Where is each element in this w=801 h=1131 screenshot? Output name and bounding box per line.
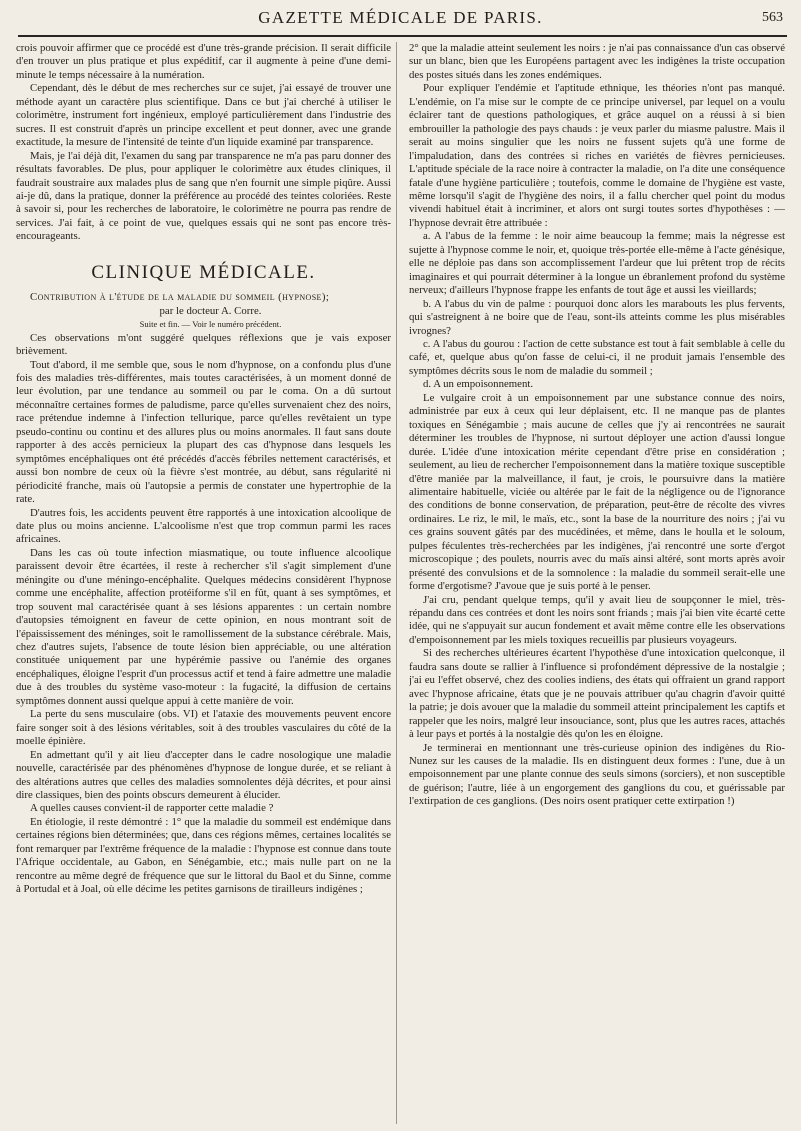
page-header bbox=[0, 2, 801, 36]
body-paragraph: En admettant qu'il y ait lieu d'accepter dans le cadre nosologique une maladie nouvelle, caractérisée par des phénomènes d'hypnose de longue durée, et se reliant à des altérations autres que celles des maladies somnolentes déjà décrites, et pour ainsi dire classiques, bien des points obscurs demeurent à élucider. bbox=[16, 748, 391, 802]
article-title: Contribution à l'étude de la maladie du sommeil (hypnose); bbox=[30, 291, 330, 304]
body-paragraph: En étiologie, il reste démontré : 1° que la maladie du sommeil est endémique dans certaines régions bien déterminées; que, dans ces régions mêmes, certaines localités se font remarquer par l'extrême fréquence de la maladie : l'hypnose est connue dans toute l'Afrique occidentale, au Gabon, en Sénégambie, etc.; mais nulle part on ne la rencontre au même degré de fréquence que sur le littoral du Baol et du Sinne, comme à Portudal et à Joal, où elle décime les petites garnisons de tirailleurs indigènes ; bbox=[16, 815, 391, 896]
intro-paragraph: Mais, je l'ai déjà dit, l'examen du sang par transparence ne m'a pas paru donner des résultats favorables. De plus, pour appliquer le colorimètre aux études cliniques, il faudrait soustraire aux malades plus de sang que n'en fournit une simple piqûre. Aussi ai-je dû, dans la pratique, donner la préférence au procédé des teintes coloriées. Reste à savoir si, pour les recherches de laboratoire, le colorimètre ne pourra pas rendre de services. J'ai fait, à ce point de vue, quelques essais qui ne sont pas encore très-encourageants. bbox=[16, 149, 391, 243]
article-byline: par le docteur A. Corre. bbox=[159, 304, 262, 317]
body-paragraph: Je terminerai en mentionnant une très-curieuse opinion des indigènes du Rio-Nunez sur les causes de la maladie. Ils en distinguent deux formes : l'une, due à un empoisonnement par une plante connue des seuls simons (sorciers), et non susceptible de guérison; l'autre, liée à un engorgement des ganglions du cou, et guérissable par l'extirpation de ces ganglions. (Des noirs osent pratiquer cette extirpation !) bbox=[409, 741, 785, 808]
body-paragraph: A quelles causes convient-il de rapporter cette maladie ? bbox=[30, 802, 274, 815]
body-paragraph: 2° que la maladie atteint seulement les noirs : je n'ai pas connaissance d'un cas observé sur un blanc, bien que les Européens partagent avec les indigènes la triste occupation des postes situés dans les zones endémiques. bbox=[409, 42, 785, 81]
header-rule bbox=[18, 35, 787, 37]
page-number: 563 bbox=[762, 10, 783, 25]
right-column bbox=[409, 42, 785, 1122]
body-paragraph: a. A l'abus de la femme : le noir aime beaucoup la femme; mais la négresse est sujette à l'hypnose comme le noir, et, quoique très-portée elle-même à l'acte génésique, elle ne déploie pas dans son accomplissement l'ardeur que lui prêtent trop de récits imaginaires et qui pourrait déterminer à la longue un ébranlement profond du système nerveux; d'ailleurs l'hypnose frappe les enfants de tout âge et aussi les vieillards; bbox=[409, 230, 785, 297]
body-paragraph: La perte du sens musculaire (obs. VI) et l'ataxie des mouvements peuvent encore faire songer soit à des lésions véritables, soit à des troubles vasculaires du côté de la moelle épinière. bbox=[16, 708, 391, 748]
journal-title: GAZETTE MÉDICALE DE PARIS. bbox=[258, 8, 543, 27]
body-paragraph: Pour expliquer l'endémie et l'aptitude ethnique, les théories n'ont pas manqué. L'endémie, on l'a mise sur le compte de ce principe universel, par lequel on a voulu éclairer tant de questions pathologiques, et grâce auquel on a réussi à si bien embrouiller la pathologie des pays chauds : je veux parler du miasme palustre. Mais il serait au moins singulier que les noirs ne fussent sujets qu'à une forme de l'impaludation, dans des contrées si riches en variétés de fièvres pernicieuses. L'aptitude spéciale de la race noire à contracter la maladie, on l'a dite une conséquence fatale d'une hygiène particulière ; toutefois, comme le domaine de l'hygiène est vaste, même lorsqu'il s'agit de l'hygiène des noirs, il a fallu chercher quel point du modus vivendi habituel était à incriminer, et alors ont surgi toutes sortes d'hypothèses : — l'hypnose devrait être attribuée : bbox=[409, 82, 785, 229]
body-paragraph: Si des recherches ultérieures écartent l'hypothèse d'une intoxication quelconque, il faudra sans doute se rallier à l'influence si profondément dépressive de la nostalgie ; j'ai eu l'effet observé, chez des coolies indiens, des états qui offraient un grand rapport avec l'hypnose africaine, états que je ne pouvais attribuer qu'au chagrin d'avoir quitté la patrie; je dois avouer que la maladie du sommeil atteint principalement les captifs et rappeler que les noirs, malgré leur insouciance, sont, plus que les autres races, attachés à leur pays et portés à la nostalgie dès qu'on les en éloigne. bbox=[409, 647, 785, 741]
body-paragraph: b. A l'abus du vin de palme : pourquoi donc alors les marabouts les plus fervents, qui s'astreignent à ne boire que de l'eau, sont-ils atteints comme les plus misérables ivrognes? bbox=[409, 297, 785, 337]
body-paragraph: Tout d'abord, il me semble que, sous le nom d'hypnose, on a confondu plus d'une fois des maladies très-différentes, mais toutes caractérisées, à un moment donné de leur évolution, par une tendance au sommeil ou par le coma. On a dû surtout méconnaître certaines formes de paludisme, parce qu'elles survenaient chez des noirs, race prétendue indemne à l'infection tellurique, parce qu'elles revêtaient un type pseudo-continu ou continu et des allures plus ou moins anormales. Il faut sans doute rapporter à des accès pernicieux la plupart des cas d'hypnose dans lesquels les symptômes encéphaliques ont été précédés d'accès fébriles nettement caractérisés, et aussi bon nombre de ceux où la fièvre s'est montrée, au début, sans régularité ni périodicité franche, mais où l'autopsie a permis de constater une hypertrophie de la rate. bbox=[16, 358, 391, 506]
continuation-note: Suite et fin. — Voir le numéro précédent. bbox=[139, 319, 282, 330]
section-title: CLINIQUE MÉDICALE. bbox=[91, 261, 316, 283]
left-column bbox=[16, 42, 391, 1122]
body-paragraph: Dans les cas où toute infection miasmatique, ou toute influence alcoolique paraissent devoir être écartées, il reste à rechercher s'il s'agit simplement d'une méningite ou d'une méningo-encéphalite. Quelques médecins considèrent l'hypnose comme une encéphalite, affection protéiforme s'il en fût, quant à ses symptômes, et trop souvent mal caractérisée quant à ses lésions apparentes : un certain nombre d'autopsies témoignent en faveur de cette opinion, en nous montrant soit de l'épaississement des méninges, soit le ramollissement de la substance cérébrale. Mais, chez d'autres sujets, l'absence de toute lésion bien appréciable, ou une altération constituée uniquement par une hypérémie passive ou l'anémie des organes encéphaliques, éloigne l'esprit d'un processus actif et tend à faire admettre une maladie due à des troubles du système vaso-moteur : la fugacité, la diffusion de certains symptômes donnent aussi quelque appui à cette manière de voir. bbox=[16, 546, 391, 707]
body-paragraph: J'ai cru, pendant quelque temps, qu'il y avait lieu de soupçonner le miel, très-répandu dans ces contrées et dont les noirs sont friands ; mais j'ai bien vite écarté cette idée, qui ne s'appuyait sur aucun fondement et avait même contre elle les observations d'empoisonnement par les miels toxiques recueillis par plusieurs voyageurs. bbox=[409, 593, 785, 646]
article-heading bbox=[16, 291, 391, 304]
column-separator bbox=[396, 42, 397, 1124]
intro-paragraph: Cependant, dès le début de mes recherches sur ce sujet, j'ai essayé de trouver une méthode ayant un caractère plus scientifique. Dans ce but j'ai cherché à utiliser le colorimètre, instrument fort ingénieux, employé particulièrement dans l'industrie des sucres. Il est construit d'après un principe excellent et peut donner, avec une grande exactitude, la mesure de l'intensité de teinte d'un liquide examiné par transparence. bbox=[16, 82, 391, 149]
body-paragraph: c. A l'abus du gourou : l'action de cette substance est tout à fait semblable à celle du café, et, quelque abus qu'on fasse de celui-ci, il ne produit jamais l'ensemble des symptômes décrits sous le nom de maladie du sommeil ; bbox=[409, 337, 785, 377]
body-paragraph: d. A un empoisonnement. bbox=[423, 378, 534, 391]
body-paragraph: Le vulgaire croit à un empoisonnement par une substance connue des noirs, administrée par eux à ceux qui leur déplaisent, etc. Il ne manque pas de plantes toxiques en Sénégambie ; mais aucune de celles que j'y ai rencontrées ne saurait déterminer les troubles de l'hypnose, ni surtout déployer une action d'aussi longue durée. L'idée d'une intoxication mérite cependant d'être prise en considération ; seulement, au lieu de rechercher l'empoisonnement dans la matière toxique susceptible d'être maniée par la malveillance, il faut, je crois, le poursuivre dans la matière alimentaire habituelle, viciée ou altérée par le fait de la négligence ou de l'ignorance des conditions de bonne conservation, de préparation, peut-être de récolte des vivres ordinaires. Le riz, le mil, le maïs, etc., sont la base de la nourriture des noirs ; j'ai vu ces grains souvent gâtés par des mucédinées, et même, dans le houlla et le soloum, pulpes féculentes très-recherchées par les indigènes, j'ai rencontré une sorte d'ergot microscopique ; des poulets, nourris avec du maïs ainsi altéré, sont morts après avoir présenté des convulsions et de la somnolence : la maladie du sommeil serait-elle une forme d'ergotisme? J'avoue que je suis porté à le penser. bbox=[409, 391, 785, 593]
body-paragraph: Ces observations m'ont suggéré quelques réflexions que je vais exposer brièvement. bbox=[16, 331, 391, 358]
body-paragraph: D'autres fois, les accidents peuvent être rapportés à une intoxication alcoolique de date plus ou moins ancienne. L'alcoolisme n'est que trop commun parmi les races africaines. bbox=[16, 506, 391, 546]
intro-paragraph: crois pouvoir affirmer que ce procédé est d'une très-grande précision. Il serait difficile d'en trouver un plus pratique et plus expéditif, car il augmente à peine d'une demi-minute le temps nécessaire à la numération. bbox=[16, 42, 391, 81]
